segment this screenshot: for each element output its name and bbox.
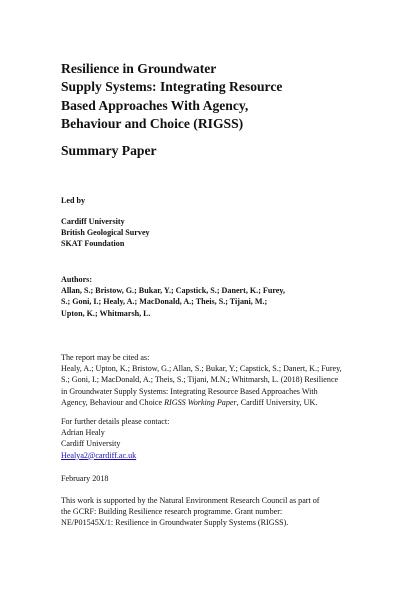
title-line: Resilience in Groundwater <box>61 61 217 76</box>
citation-line: Healy, A.; Upton, K.; Bristow, G.; Allan, S.; Bukar, Y.; Capstick, S.; Danert, K.; Furey, <box>61 364 342 374</box>
citation-section <box>61 352 391 408</box>
funding-line: NE/P01545X/1: Resilience in Groundwater Supply Systems (RIGSS). <box>61 518 289 528</box>
organisation: Cardiff University <box>61 217 125 226</box>
funding-line: This work is supported by the Natural Environment Research Council as part of <box>61 496 320 505</box>
citation-line: Agency, Behaviour and Choice RIGSS Working Paper, Cardiff University, UK. <box>61 397 318 407</box>
organisation: British Geological Survey <box>61 228 150 238</box>
funding-section <box>61 495 391 529</box>
authors-line: Allan, S.; Bristow, G.; Bukar, Y.; Capstick, S.; Danert, K.; Furey, <box>61 286 286 296</box>
title-line: Supply Systems: Integrating Resource <box>61 79 283 95</box>
contact-org: Cardiff University <box>61 439 121 449</box>
citation-intro: The report may be cited as: <box>61 353 150 362</box>
authors-line: S.; Goni, I.; Healy, A.; MacDonald, A.; Theis, S.; Tijani, M.; <box>61 297 268 307</box>
contact-section <box>61 416 391 461</box>
document-subtitle: Summary Paper <box>61 143 157 158</box>
title-line: Based Approaches With Agency, <box>61 97 249 113</box>
authors-section <box>61 274 391 319</box>
lead-organisations <box>61 216 391 250</box>
contact-name: Adrian Healy <box>61 428 105 438</box>
citation-line: S.; Goni, I.; MacDonald, A.; Theis, S.; Tijani, M.N.; Whitmarsh, L. (2018) Resilience <box>61 375 339 385</box>
date-section <box>61 473 391 484</box>
led-by-label: Led by <box>61 196 86 205</box>
contact-intro: For further details please contact: <box>61 417 170 426</box>
contact-email-link[interactable]: Healya2@cardiff.ac.uk <box>61 450 137 460</box>
organisation: SKAT Foundation <box>61 239 125 249</box>
publication-date: February 2018 <box>61 474 109 483</box>
funding-line: the GCRF: Building Resilience research programme. Grant number: <box>61 507 283 517</box>
authors-label: Authors: <box>61 275 93 284</box>
title-line: Behaviour and Choice (RIGSS) <box>61 116 244 132</box>
citation-line: in Groundwater Supply Systems: Integrating Resource Based Approaches With <box>61 386 318 396</box>
authors-line: Upton, K.; Whitmarsh, L. <box>61 308 151 318</box>
document-title <box>61 60 381 134</box>
